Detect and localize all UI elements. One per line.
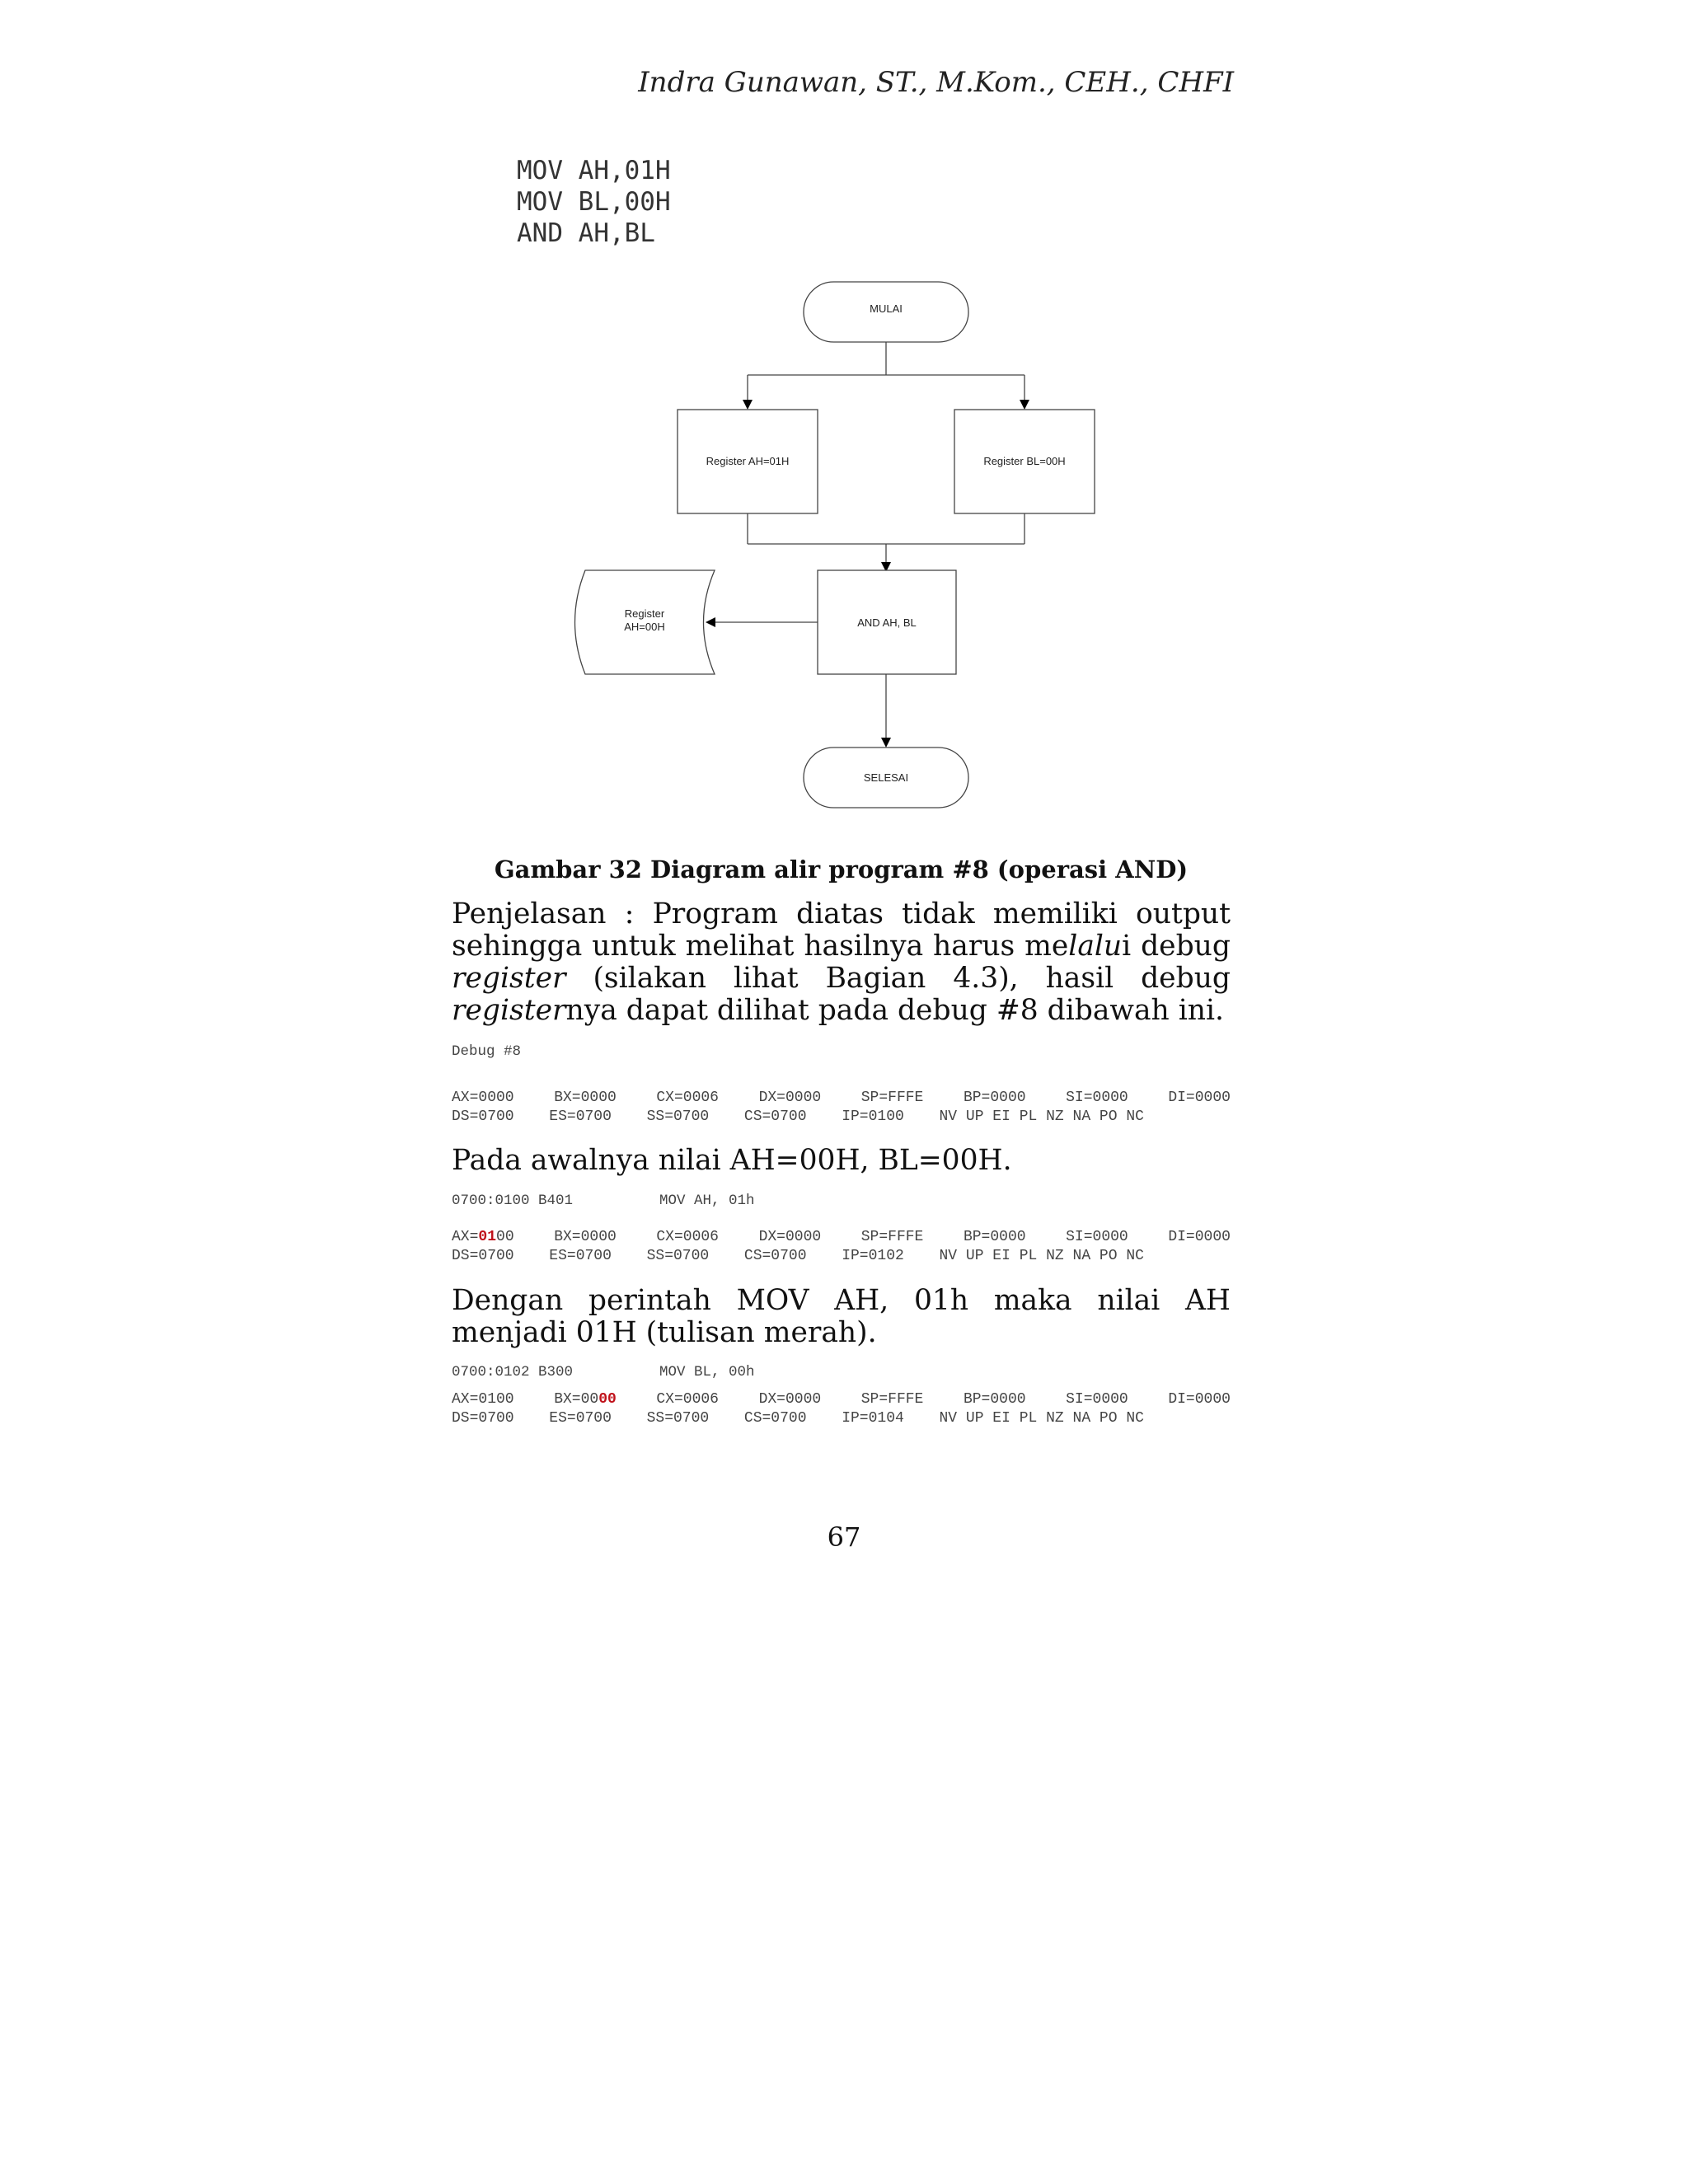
explanation-text-italic: register	[452, 962, 566, 995]
register-value: DX=0000	[758, 1229, 822, 1245]
register-bx-prefix: BX=00	[554, 1391, 599, 1408]
register-ax-suffix: 00	[496, 1229, 514, 1245]
note-initial-values: Pada awalnya nilai AH=00H, BL=00H.	[452, 1144, 1012, 1177]
register-value: DX=0000	[758, 1391, 822, 1408]
note-mov-ah: Dengan perintah MOV AH, 01h maka nilai AH menjadi 01H (tulisan merah).	[452, 1284, 1231, 1349]
register-value: BX=0000	[554, 1090, 617, 1106]
register-value: AX=0100	[452, 1391, 514, 1408]
explanation-text: (silakan lihat Bagian 4.3), hasil debug	[565, 962, 1231, 995]
register-value	[554, 1390, 617, 1409]
explanation-text-italic: lalu	[1068, 930, 1123, 963]
figure-caption: Gambar 32 Diagram alir program #8 (operasi AND)	[494, 855, 1189, 883]
register-value: DI=0000	[1168, 1391, 1231, 1408]
register-value: ES=0700	[549, 1248, 612, 1264]
register-value: SI=0000	[1066, 1391, 1128, 1408]
register-dump-2	[452, 1228, 1231, 1266]
page-number: 67	[827, 1521, 861, 1553]
flowchart-diagram	[569, 276, 1113, 837]
explanation-text: i debug	[1122, 930, 1231, 963]
register-highlight: 00	[598, 1391, 617, 1408]
instruction-line: 0700:0102 B300 MOV BL, 00h	[452, 1364, 755, 1380]
register-value: IP=0102	[842, 1248, 904, 1264]
register-value: SP=FFFE	[860, 1090, 924, 1106]
register-value: IP=0100	[842, 1108, 904, 1125]
register-value: DX=0000	[758, 1090, 822, 1106]
output-label: AH=00H	[624, 621, 665, 633]
register-value: DI=0000	[1168, 1229, 1231, 1245]
register-value: SS=0700	[646, 1410, 710, 1427]
register-value: AX=0000	[452, 1090, 514, 1106]
register-value: CX=0006	[656, 1391, 719, 1408]
flags-value: NV UP EI PL NZ NA PO NC	[939, 1248, 1144, 1264]
code-line: MOV AH,01H	[517, 156, 671, 185]
running-header-author: Indra Gunawan, ST., M.Kom., CEH., CHFI	[638, 66, 1234, 99]
register-value: DS=0700	[452, 1108, 514, 1125]
register-value: BP=0000	[963, 1090, 1026, 1106]
register-dump-3	[452, 1390, 1231, 1428]
assembly-code-block	[517, 155, 671, 249]
register-value: DI=0000	[1168, 1090, 1231, 1106]
start-label: MULAI	[870, 302, 903, 315]
register-value: DS=0700	[452, 1248, 514, 1264]
register-highlight: 01	[478, 1229, 497, 1245]
end-label: SELESAI	[863, 771, 909, 784]
register-value: ES=0700	[549, 1108, 612, 1125]
register-value: CS=0700	[743, 1410, 807, 1427]
instruction-line: 0700:0100 B401 MOV AH, 01h	[452, 1193, 755, 1209]
code-line: MOV BL,00H	[517, 187, 671, 217]
register-value: BP=0000	[963, 1391, 1026, 1408]
register-ax-prefix: AX=	[452, 1229, 479, 1245]
register-value: CX=0006	[656, 1229, 719, 1245]
register-value: BP=0000	[963, 1229, 1026, 1245]
box-bl-label: Register BL=00H	[983, 455, 1066, 467]
register-value: IP=0104	[842, 1410, 904, 1427]
explanation-text: nya dapat dilihat pada debug #8 dibawah ini.	[565, 994, 1224, 1027]
register-value: SP=FFFE	[860, 1391, 924, 1408]
code-line: AND AH,BL	[517, 218, 655, 248]
box-and-label: AND AH, BL	[857, 616, 917, 629]
register-value: BX=0000	[554, 1229, 617, 1245]
register-value: CS=0700	[743, 1108, 807, 1125]
register-dump-1	[452, 1089, 1231, 1127]
register-value: SI=0000	[1066, 1229, 1128, 1245]
register-value: DS=0700	[452, 1410, 514, 1427]
debug-title: Debug #8	[452, 1043, 522, 1060]
register-value: SI=0000	[1066, 1090, 1128, 1106]
register-value	[452, 1228, 514, 1247]
register-value: CS=0700	[743, 1248, 807, 1264]
output-label: Register	[624, 607, 665, 620]
explanation-paragraph	[452, 898, 1231, 1027]
register-value: SP=FFFE	[860, 1229, 924, 1245]
flags-value: NV UP EI PL NZ NA PO NC	[939, 1108, 1144, 1125]
register-value: SS=0700	[646, 1108, 710, 1125]
explanation-text: Penjelasan : Program diatas tidak memiliki output sehingga untuk melihat hasilnya harus me	[452, 898, 1231, 963]
box-ah-label: Register AH=01H	[706, 455, 790, 467]
register-value: SS=0700	[646, 1248, 710, 1264]
flags-value: NV UP EI PL NZ NA PO NC	[939, 1410, 1144, 1427]
explanation-text-italic: register	[452, 994, 566, 1027]
register-value: ES=0700	[549, 1410, 612, 1427]
register-value: CX=0006	[656, 1090, 719, 1106]
